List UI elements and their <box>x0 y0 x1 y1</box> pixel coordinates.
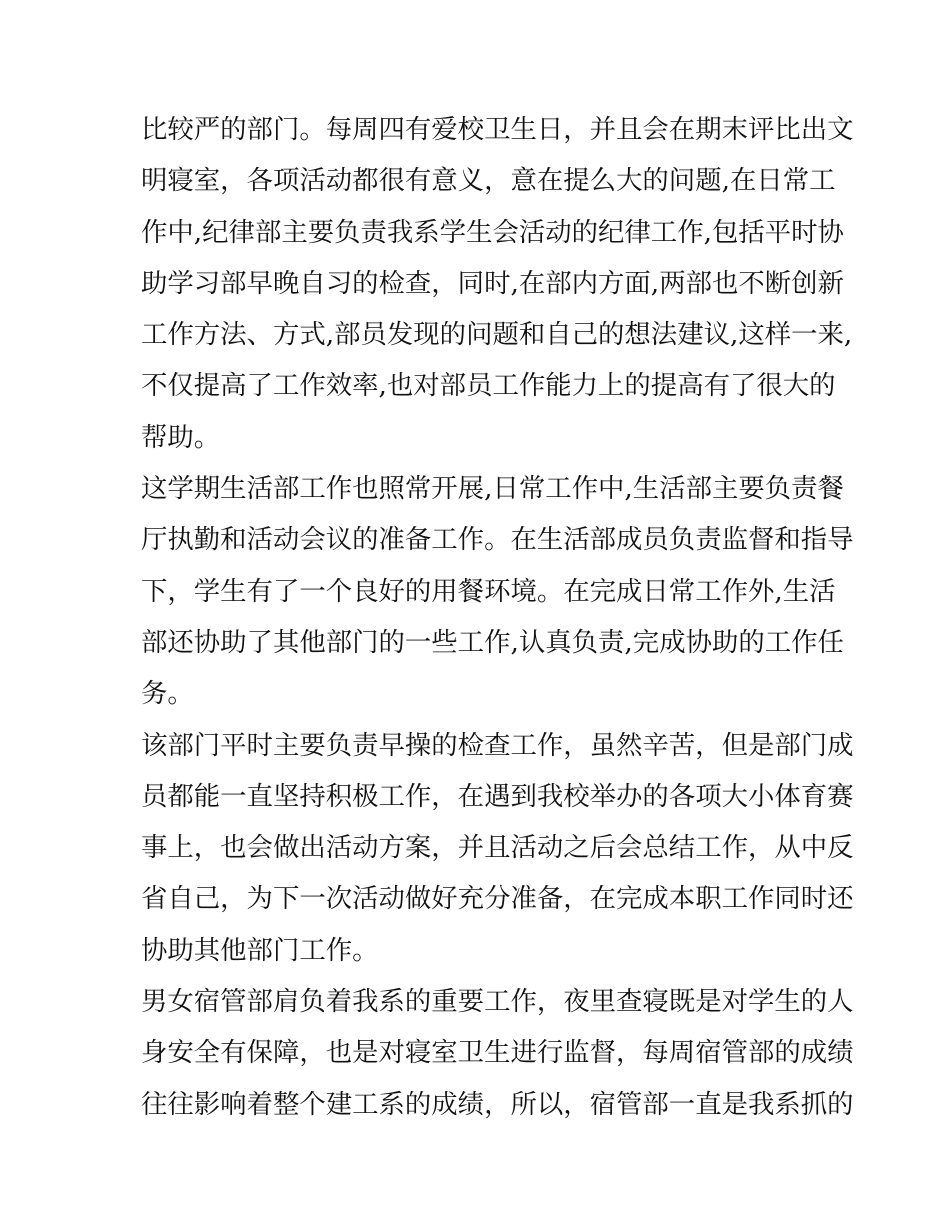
text-line: 比较严的部门。每周四有爱校卫生日，并且会在期末评比出文 <box>141 114 854 145</box>
text-line: 员都能一直坚持积极工作，在遇到我校举办的各项大小体育赛 <box>141 780 854 812</box>
text-line: 协助其他部门工作。 <box>141 934 379 966</box>
text-line: 助学习部早晚自习的检查，同时,在部内方面,两部也不断创新 <box>141 267 844 299</box>
text-line: 部还协助了其他部门的一些工作,认真负责,完成协助的工作任 <box>141 626 844 658</box>
text-line: 事上，也会做出活动方案，并且活动之后会总结工作，从中反 <box>141 832 854 864</box>
text-line: 务。 <box>141 678 194 710</box>
text-line: 下，学生有了一个良好的用餐环境。在完成日常工作外,生活 <box>141 575 836 607</box>
text-line: 工作方法、方式,部员发现的问题和自己的想法建议,这样一来, <box>141 319 853 351</box>
text-line: 明寝室，各项活动都很有意义，意在提么大的问题,在日常工 <box>141 165 836 197</box>
text-line: 作中,纪律部主要负责我系学生会活动的纪律工作,包括平时协 <box>141 216 844 248</box>
text-line: 往往影响着整个建工系的成绩，所以，宿管部一直是我系抓的 <box>141 1088 854 1120</box>
paragraph-discipline <box>141 104 854 463</box>
text-line: 帮助。 <box>141 421 221 453</box>
text-line: 身安全有保障，也是对寝室卫生进行监督，每周宿管部的成绩 <box>141 1037 854 1069</box>
text-line: 该部门平时主要负责早操的检查工作，虽然辛苦，但是部门成 <box>141 729 854 761</box>
text-line: 男女宿管部肩负着我系的重要工作，夜里查寝既是对学生的人 <box>141 986 854 1018</box>
paragraph-life-department <box>141 463 854 719</box>
paragraph-sports-department <box>141 720 854 976</box>
text-line: 不仅提高了工作效率,也对部员工作能力上的提高有了很大的 <box>141 370 836 402</box>
paragraph-dormitory-department <box>141 976 854 1130</box>
text-line: 省自己，为下一次活动做好充分准备，在完成本职工作同时还 <box>141 883 854 915</box>
text-line: 这学期生活部工作也照常开展,日常工作中,生活部主要负责餐 <box>141 473 844 505</box>
text-line: 厅执勤和活动会议的准备工作。在生活部成员负责监督和指导 <box>141 524 854 556</box>
document-body <box>141 104 854 1130</box>
